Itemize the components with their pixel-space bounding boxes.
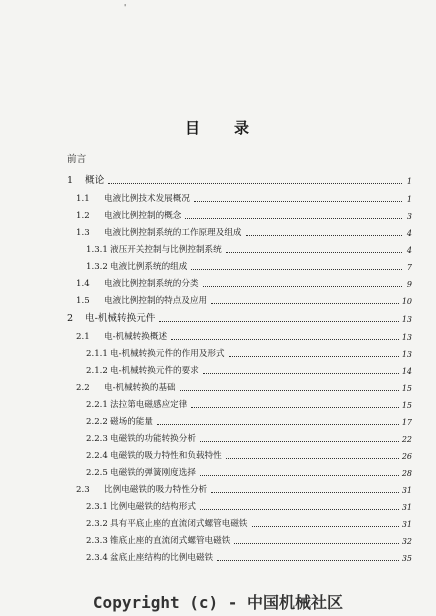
toc-entry-text: 锥底止座的直流闭式螺管电磁铁 <box>110 536 231 547</box>
toc-entry-number: 2 <box>67 313 74 325</box>
toc-entry-page: 14 <box>401 367 412 376</box>
leader-dots <box>226 252 402 253</box>
toc-entry-page: 1 <box>406 177 412 186</box>
toc-entry-page: 32 <box>401 537 412 546</box>
leader-dots <box>191 269 402 270</box>
leader-dots <box>200 441 399 442</box>
toc-entry-text: 电磁铁的吸力特性和负载特性 <box>110 451 222 462</box>
toc-entry-page: 22 <box>401 435 412 444</box>
leader-dots <box>217 560 399 561</box>
toc-entry-page: 9 <box>406 280 412 289</box>
toc-entry-2-2-1[interactable] <box>86 396 412 410</box>
toc-entry-text: 液压开关控制与比例控制系统 <box>110 245 222 256</box>
toc-entry-text: 电磁铁的弹簧刚度选择 <box>110 468 196 479</box>
toc-entry-text: 电液比例控制系统的工作原理及组成 <box>104 228 242 239</box>
toc-entry-text: 电液比例控制的概念 <box>104 211 182 222</box>
toc-entry-number: 1.3 <box>76 228 90 239</box>
toc-entry-page: 10 <box>401 297 412 306</box>
toc-entry-number: 1.4 <box>76 279 90 290</box>
toc-entry-page: 15 <box>401 384 412 393</box>
toc-entry-text: 电-机械转换元件 <box>85 313 156 325</box>
toc-entry-number: 2.1 <box>76 332 90 343</box>
leader-dots <box>185 218 402 219</box>
title-part-1: 目 <box>184 119 202 137</box>
toc-entry-2-2-5[interactable] <box>86 464 412 478</box>
toc-entry-text: 电液比例系统的组成 <box>110 262 188 273</box>
toc-entry-number: 2.2.1 <box>86 400 108 411</box>
leader-dots <box>194 201 402 202</box>
leader-dots <box>226 458 399 459</box>
leader-dots <box>171 339 399 340</box>
toc-entry-chapter-1[interactable] <box>67 172 412 186</box>
toc-entry-text: 电液比例控制的特点及应用 <box>104 296 208 307</box>
toc-entry-page: 3 <box>406 212 412 221</box>
toc-entry-number: 1.2 <box>76 211 90 222</box>
toc-entry-2-2-2[interactable] <box>86 413 412 427</box>
toc-entry-text: 电液比例技术发展概况 <box>104 194 190 205</box>
toc-entry-chapter-2[interactable] <box>67 310 412 324</box>
toc-entry-page: 26 <box>401 452 412 461</box>
toc-entry-number: 2.3.3 <box>86 536 108 547</box>
leader-dots <box>159 321 398 322</box>
toc-entry-preface[interactable] <box>67 151 412 165</box>
toc-entry-page: 7 <box>406 263 412 272</box>
toc-entry-number: 1 <box>67 175 74 187</box>
toc-entry-1-3-2[interactable] <box>86 258 412 272</box>
toc-entry-2-3-3[interactable] <box>86 532 412 546</box>
toc-entry-number: 2.2.5 <box>86 468 108 479</box>
toc-entry-page: 13 <box>401 333 412 342</box>
page-mark: ' <box>124 3 127 12</box>
leader-dots <box>200 475 399 476</box>
page-title <box>0 117 436 138</box>
toc-entry-page: 13 <box>401 350 412 359</box>
leader-dots <box>108 183 402 184</box>
leader-dots <box>200 509 399 510</box>
toc-entry-text: 磁场的能量 <box>110 417 153 428</box>
toc-entry-page: 15 <box>401 401 412 410</box>
leader-dots <box>211 303 399 304</box>
toc-entry-2-2-4[interactable] <box>86 447 412 461</box>
toc-entry-2-1-1[interactable] <box>86 345 412 359</box>
toc-entry-number: 1.1 <box>76 194 90 205</box>
toc-entry-2-1-2[interactable] <box>86 362 412 376</box>
leader-dots <box>246 235 402 236</box>
toc-entry-text: 前言 <box>67 154 87 166</box>
toc-entry-2-3-2[interactable] <box>86 515 412 529</box>
toc-entry-page: 28 <box>401 469 412 478</box>
toc-entry-number: 2.2.4 <box>86 451 108 462</box>
toc-entry-number: 1.3.2 <box>86 262 108 273</box>
leader-dots <box>203 286 402 287</box>
toc-entry-2-3-1[interactable] <box>86 498 412 512</box>
toc-entry-2-3[interactable] <box>76 481 412 495</box>
toc-entry-2-2[interactable] <box>76 379 412 393</box>
toc-entry-1-2[interactable] <box>76 207 412 221</box>
toc-entry-number: 2.3.1 <box>86 502 108 513</box>
toc-entry-page: 17 <box>401 418 412 427</box>
toc-entry-number: 2.1.1 <box>86 349 108 360</box>
toc-entry-1-3[interactable] <box>76 224 412 238</box>
leader-dots <box>191 407 398 408</box>
toc-entry-number: 2.3 <box>76 485 90 496</box>
toc-entry-text: 法拉第电磁感应定律 <box>110 400 188 411</box>
leader-dots <box>211 492 399 493</box>
toc-entry-text: 比例电磁铁的吸力特性分析 <box>104 485 208 496</box>
leader-dots <box>252 526 399 527</box>
toc-entry-text: 概论 <box>85 175 105 187</box>
toc-entry-page: 31 <box>401 503 412 512</box>
toc-entry-page: 4 <box>406 229 412 238</box>
toc-entry-page: 35 <box>401 554 412 563</box>
toc-entry-number: 2.1.2 <box>86 366 108 377</box>
toc-entry-text: 电液比例控制系统的分类 <box>104 279 199 290</box>
toc-entry-1-3-1[interactable] <box>86 241 412 255</box>
toc-entry-page: 31 <box>401 486 412 495</box>
toc-entry-page: 4 <box>406 246 412 255</box>
leader-dots <box>157 424 399 425</box>
toc-entry-2-1[interactable] <box>76 328 412 342</box>
leader-dots <box>180 390 399 391</box>
toc-entry-text: 比例电磁铁的结构形式 <box>110 502 196 513</box>
toc-entry-text: 电-机械转换元件的要求 <box>110 366 199 377</box>
toc-entry-2-3-4[interactable] <box>86 549 412 563</box>
toc-entry-1-5[interactable] <box>76 292 412 306</box>
toc-entry-2-2-3[interactable] <box>86 430 412 444</box>
toc-entry-1-4[interactable] <box>76 275 412 289</box>
toc-entry-page: 13 <box>401 315 412 324</box>
toc-entry-number: 2.3.4 <box>86 553 108 564</box>
toc-entry-page: 1 <box>406 195 412 204</box>
toc-entry-text: 电-机械转换元件的作用及形式 <box>110 349 225 360</box>
toc-entry-text: 电磁铁的功能转换分析 <box>110 434 196 445</box>
toc-entry-text: 电-机械转换概述 <box>104 332 168 343</box>
title-part-2: 录 <box>234 119 252 137</box>
toc-entry-1-1[interactable] <box>76 190 412 204</box>
leader-dots <box>203 373 399 374</box>
leader-dots <box>229 356 399 357</box>
toc-entry-number: 2.3.2 <box>86 519 108 530</box>
toc-entry-number: 2.2.2 <box>86 417 108 428</box>
toc-entry-number: 1.3.1 <box>86 245 108 256</box>
copyright-watermark: Copyright (c) - 中国机械社区 <box>92 593 344 612</box>
leader-dots <box>234 543 398 544</box>
toc-entry-number: 2.2.3 <box>86 434 108 445</box>
toc-entry-text: 盆底止座结构的比例电磁铁 <box>110 553 214 564</box>
toc-entry-number: 2.2 <box>76 383 90 394</box>
toc-entry-text: 具有平底止座的直流闭式螺管电磁铁 <box>110 519 248 530</box>
toc-entry-text: 电-机械转换的基础 <box>104 383 176 394</box>
toc-entry-page: 31 <box>401 520 412 529</box>
toc-entry-number: 1.5 <box>76 296 90 307</box>
